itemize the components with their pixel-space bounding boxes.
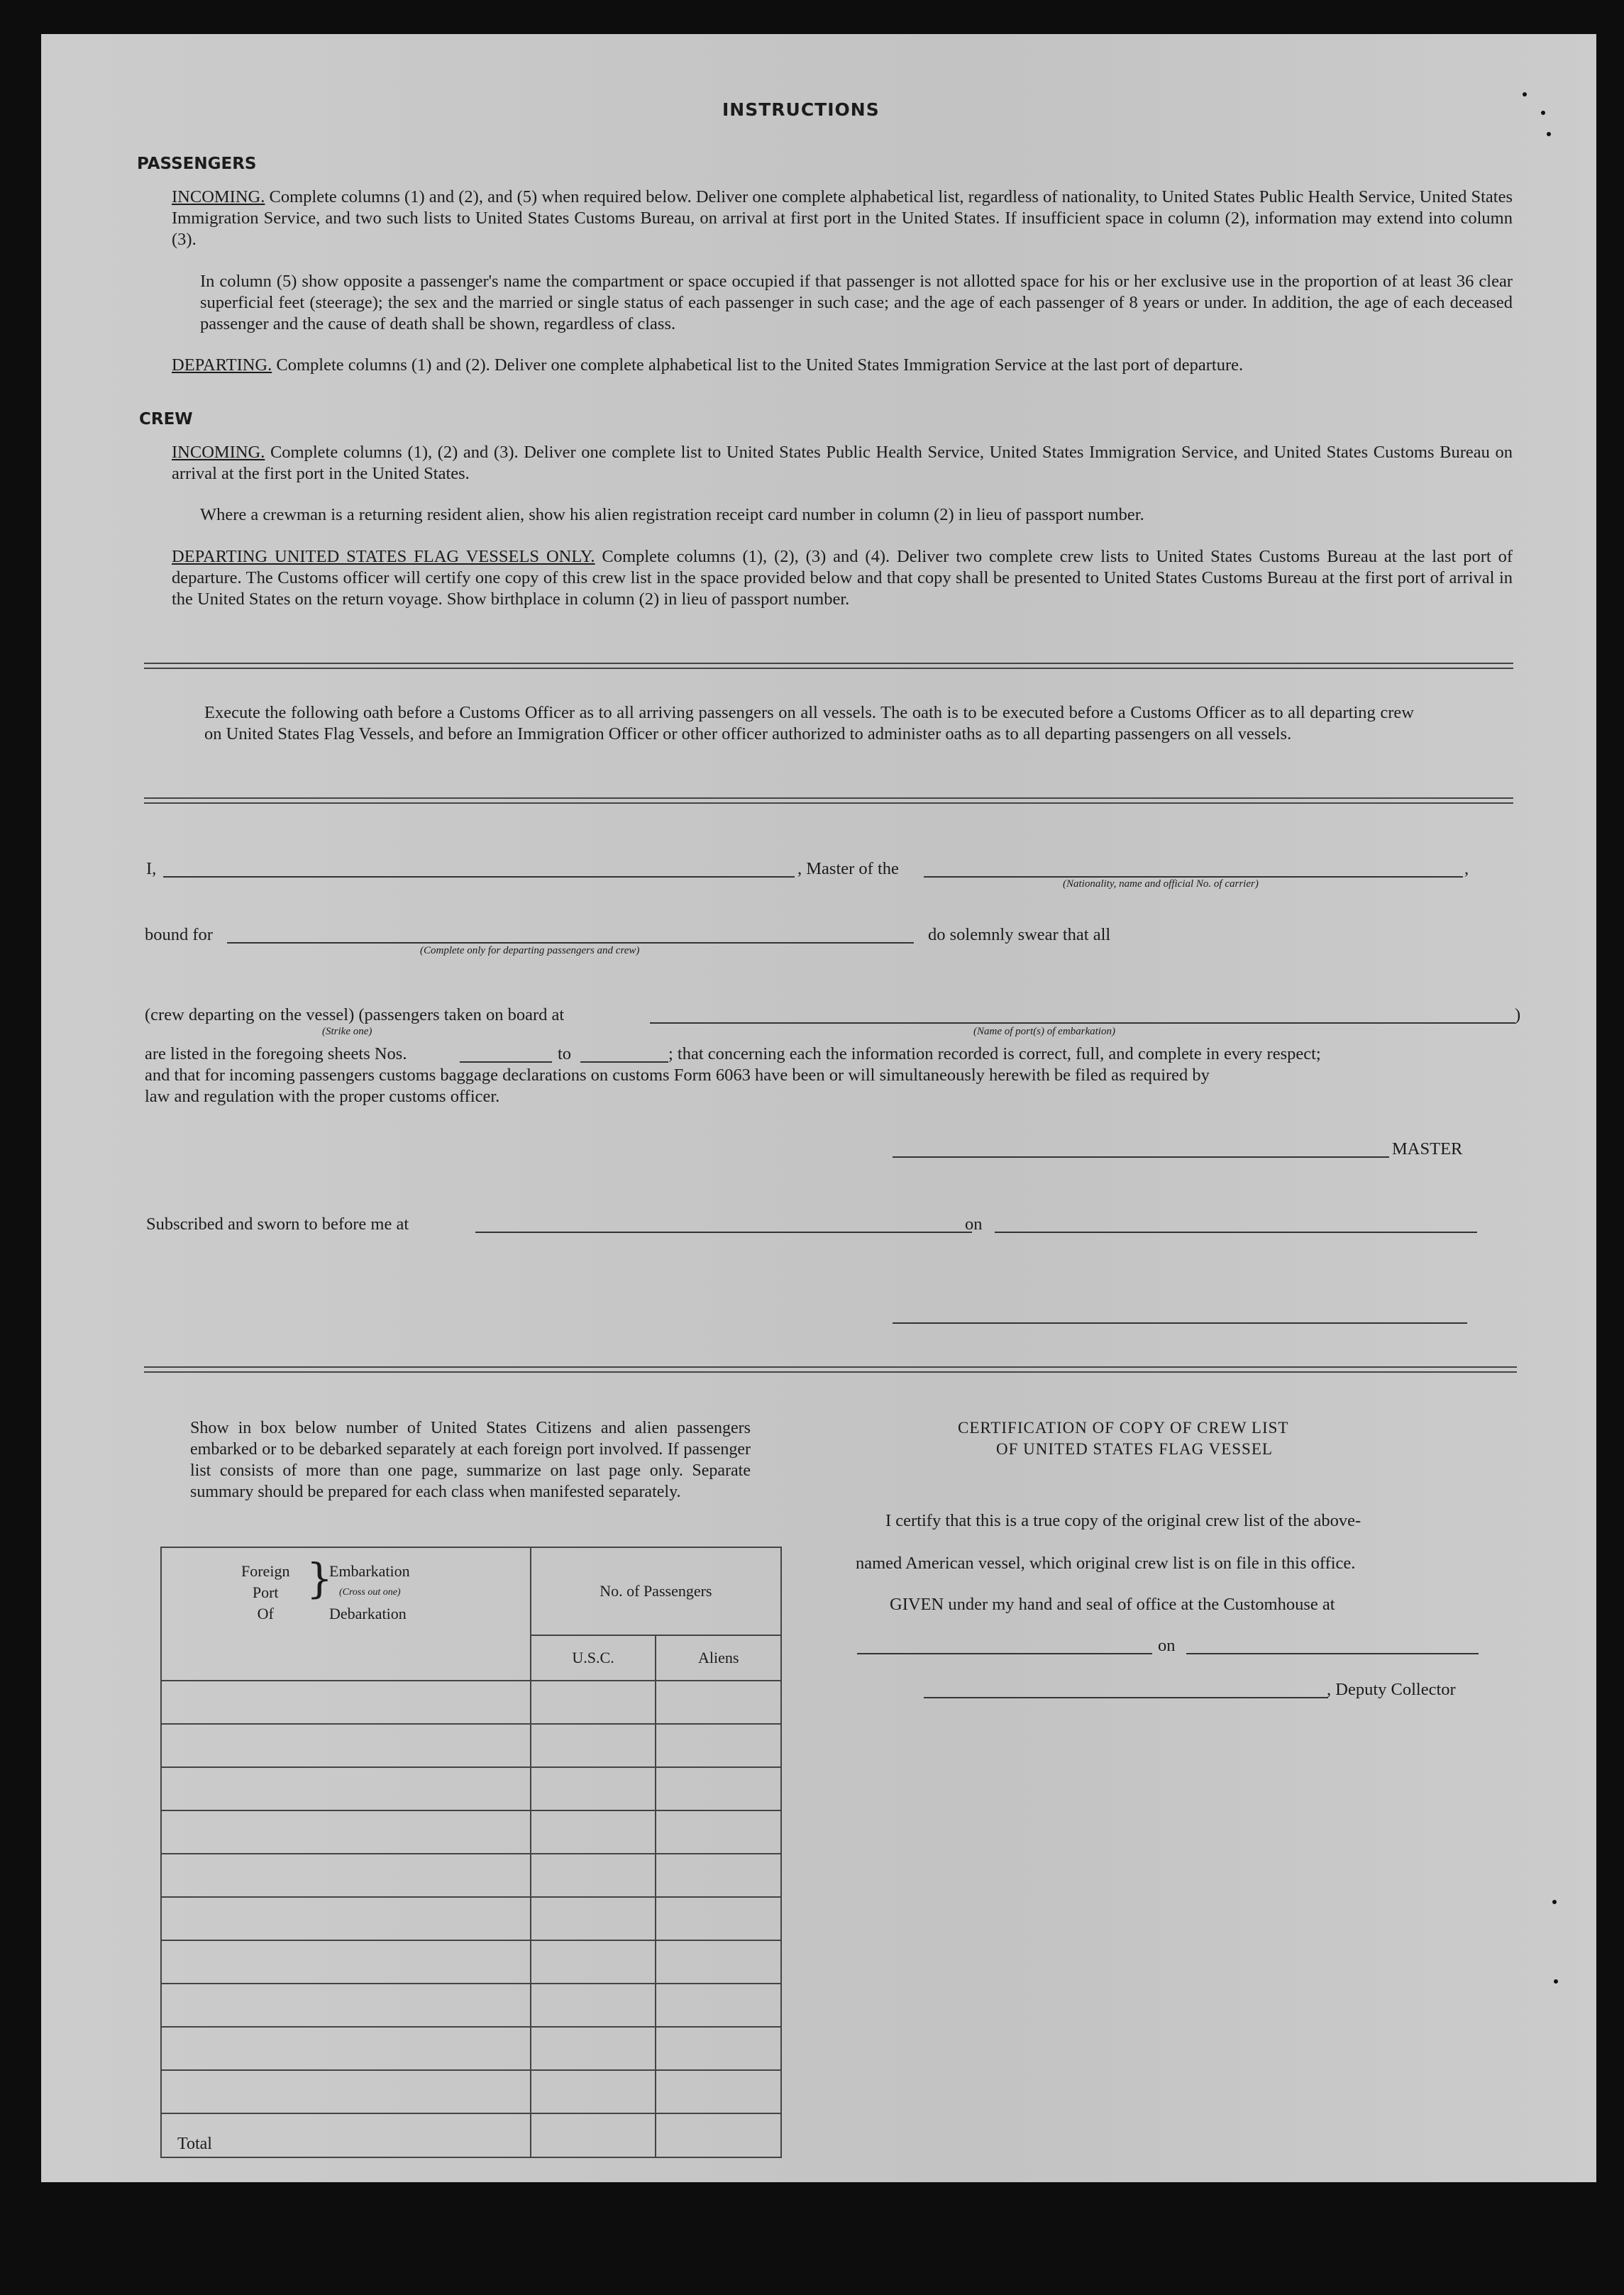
summary-instructions: Show in box below number of United States Citizens and alien passengers embarked or to be debarked separately at each foreign port involved. If passenger list consists of more than one page, summarize on last page only. Separate summary should be prepared for each class when manifested separately. <box>190 1419 751 1501</box>
subscribed-label: Subscribed and sworn to before me at <box>146 1215 409 1234</box>
bound-for-caption: (Complete only for departing passengers and crew) <box>420 945 640 956</box>
close-paren: ) <box>1515 1005 1521 1024</box>
port-cell[interactable] <box>161 1681 531 1724</box>
foreign-port-label <box>241 1561 289 1625</box>
usc-cell[interactable] <box>531 1897 656 1940</box>
deputy-signature-field[interactable] <box>924 1697 1328 1698</box>
certification-line-2: named American vessel, which original crew list is on file in this office. <box>856 1554 1356 1573</box>
port-cell[interactable] <box>161 1724 531 1767</box>
table-row <box>161 1810 781 1854</box>
usc-cell[interactable] <box>531 1984 656 2027</box>
port-cell[interactable] <box>161 2027 531 2070</box>
no-passengers-header: No. of Passengers <box>531 1547 781 1635</box>
usc-cell[interactable] <box>531 2027 656 2070</box>
table-row <box>161 1854 781 1897</box>
passengers-column5-paragraph: In column (5) show opposite a passenger's name the compartment or space occupied if that passenger is not allotted space for his or her exclusive use in the proportion of at least 36 clear superficial feet (steerage); the sex and the married or single status of each passenger in such case; and the age of each passenger of 8 years or under. In addition, the age of each deceased passenger and the cause of death shall be shown, regardless of class. <box>200 272 1513 333</box>
usc-cell[interactable] <box>531 1940 656 1984</box>
crew-resident-paragraph: Where a crewman is a returning resident alien, show his alien registration receipt card number in column (2) in lieu of passport number. <box>200 505 1144 524</box>
aliens-cell[interactable] <box>656 1940 781 1984</box>
carrier-caption: (Nationality, name and official No. of carrier) <box>1063 878 1259 890</box>
crew-incoming-label: INCOMING. <box>172 443 265 462</box>
master-name-field[interactable] <box>163 876 795 878</box>
section-divider <box>144 797 1513 804</box>
table-row <box>161 1681 781 1724</box>
bound-for-field[interactable] <box>227 942 914 944</box>
listed-rest-text: ; that concerning each the information recorded is correct, full, and complete in every respect; <box>668 1044 1321 1063</box>
crew-heading: CREW <box>139 410 193 428</box>
port-cell[interactable] <box>161 1767 531 1810</box>
comma-label: , <box>1464 859 1469 878</box>
aliens-cell[interactable] <box>656 1854 781 1897</box>
certification-line-1: I certify that this is a true copy of the original crew list of the above- <box>885 1511 1361 1530</box>
passengers-departing-label: DEPARTING. <box>172 355 272 375</box>
sworn-place-field[interactable] <box>475 1232 972 1233</box>
certification-title-2: OF UNITED STATES FLAG VESSEL <box>996 1440 1273 1458</box>
usc-cell[interactable] <box>531 2070 656 2113</box>
bound-for-label: bound for <box>145 925 213 944</box>
master-of-label: , Master of the <box>797 859 899 878</box>
usc-cell[interactable] <box>531 1681 656 1724</box>
passengers-incoming-paragraph <box>172 187 1513 250</box>
ports-caption: (Name of port(s) of embarkation) <box>973 1026 1115 1037</box>
passengers-departing-paragraph <box>172 355 1513 376</box>
passengers-incoming-text: Complete columns (1) and (2), and (5) when required below. Deliver one complete alphabetical list, regardless of nationality, to United States Public Health Service, United States Immigration Service, and two such lists to United States Customs Bureau, on arrival at first port in the United States. If insufficient space in column (2), information may extend into column (3). <box>172 187 1513 249</box>
table-row <box>161 2070 781 2113</box>
crew-departing-label: (crew departing on the vessel) (passengers taken on board at <box>145 1005 565 1024</box>
aliens-cell[interactable] <box>656 1984 781 2027</box>
oath-line-2: and that for incoming passengers customs baggage declarations on customs Form 6063 have been or will simultaneously herewith be filed as required by <box>145 1066 1210 1085</box>
scan-speck <box>1523 92 1527 96</box>
embark-debark-label <box>329 1561 410 1625</box>
port-cell[interactable] <box>161 2070 531 2113</box>
scan-speck <box>1554 1979 1558 1984</box>
crew-departing-label: DEPARTING UNITED STATES FLAG VESSELS ONLY. <box>172 547 595 566</box>
master-label: MASTER <box>1392 1139 1463 1158</box>
section-divider <box>144 663 1513 669</box>
certification-on-label: on <box>1158 1636 1176 1655</box>
table-row <box>161 1897 781 1940</box>
passengers-departing-text: Complete columns (1) and (2). Deliver one complete alphabetical list to the United States Immigration Service at the last port of departure. <box>276 355 1244 375</box>
certification-title-1: CERTIFICATION OF COPY OF CREW LIST <box>958 1419 1289 1437</box>
passenger-summary-table <box>160 1547 782 2158</box>
aliens-cell[interactable] <box>656 1724 781 1767</box>
foreign-port-header <box>161 1547 531 1681</box>
port-cell[interactable] <box>161 1897 531 1940</box>
listed-in-label: are listed in the foregoing sheets Nos. <box>145 1044 407 1063</box>
port-cell[interactable] <box>161 1940 531 1984</box>
table-row <box>161 1940 781 1984</box>
foreign-text: Foreign <box>241 1562 290 1580</box>
of-text: Of <box>257 1605 274 1622</box>
strike-one-caption: (Strike one) <box>322 1026 372 1037</box>
aliens-cell[interactable] <box>656 1897 781 1940</box>
page-title: INSTRUCTIONS <box>722 99 880 120</box>
crew-incoming-text: Complete columns (1), (2) and (3). Deliver one complete list to United States Public Health Service, United States Immigration Service, and United States Customs Bureau on arrival at the first port in the United States. <box>172 443 1513 483</box>
to-label: to <box>558 1044 572 1063</box>
sworn-on-label: on <box>965 1215 983 1234</box>
officer-signature-field[interactable] <box>893 1322 1467 1324</box>
master-signature-field[interactable] <box>893 1156 1389 1158</box>
oath-instructions: Execute the following oath before a Customs Officer as to all arriving passengers on all vessels. The oath is to be executed before a Customs Officer as to all departing crew on United States Flag Vessels, and before an Immigration Officer or other officer authorized to administer oaths as to all departing passengers on all vessels. <box>204 703 1414 743</box>
aliens-total-cell[interactable] <box>656 2113 781 2157</box>
deputy-collector-label: , Deputy Collector <box>1327 1680 1456 1699</box>
aliens-header: Aliens <box>656 1635 781 1681</box>
swear-label: do solemnly swear that all <box>928 925 1111 944</box>
sworn-date-field[interactable] <box>995 1232 1477 1233</box>
table-row <box>161 1984 781 2027</box>
port-cell[interactable] <box>161 1854 531 1897</box>
table-header-row <box>161 1547 781 1635</box>
crew-departing-text: Complete columns (1), (2), (3) and (4). Deliver two complete crew lists to United States Customs Bureau at the last port of departure. The Customs officer will certify one copy of this crew list in the space provided below and that copy shall be presented to United States Customs Bureau at the first port of arrival in the United States on the return voyage. Show birthplace in column (2) in lieu of passport number. <box>172 547 1513 609</box>
passengers-incoming-label: INCOMING. <box>172 187 265 206</box>
port-cell[interactable] <box>161 1984 531 2027</box>
aliens-cell[interactable] <box>656 1767 781 1810</box>
debarkation-text: Debarkation <box>329 1605 407 1622</box>
total-label: Total <box>161 2113 531 2157</box>
oath-line-3: law and regulation with the proper customs officer. <box>145 1087 500 1106</box>
customhouse-field[interactable] <box>857 1653 1152 1654</box>
document-sheet <box>41 34 1596 2182</box>
embarkation-text: Embarkation <box>329 1562 410 1580</box>
usc-cell[interactable] <box>531 1810 656 1854</box>
crew-incoming-paragraph <box>172 442 1513 485</box>
embarkation-ports-field[interactable] <box>650 1022 1515 1024</box>
section-divider <box>144 1366 1517 1373</box>
oath-i-label: I, <box>146 859 157 878</box>
table-total-row <box>161 2113 781 2157</box>
aliens-cell[interactable] <box>656 2070 781 2113</box>
table-row <box>161 1767 781 1810</box>
port-text: Port <box>252 1583 279 1601</box>
usc-cell[interactable] <box>531 1854 656 1897</box>
crew-departing-paragraph <box>172 546 1513 610</box>
passengers-heading: PASSENGERS <box>137 155 257 173</box>
table-row <box>161 1724 781 1767</box>
usc-total-cell[interactable] <box>531 2113 656 2157</box>
port-cell[interactable] <box>161 1810 531 1854</box>
cross-out-text: (Cross out one) <box>339 1587 401 1598</box>
certification-line-3: GIVEN under my hand and seal of office at the Customhouse at <box>890 1595 1335 1614</box>
scan-speck <box>1547 132 1551 136</box>
scan-speck <box>1541 111 1545 115</box>
scan-speck <box>1552 1900 1557 1904</box>
usc-header: U.S.C. <box>531 1635 656 1681</box>
aliens-cell[interactable] <box>656 1681 781 1724</box>
aliens-cell[interactable] <box>656 1810 781 1854</box>
sheet-from-field[interactable] <box>460 1061 552 1063</box>
sheet-to-field[interactable] <box>580 1061 668 1063</box>
usc-cell[interactable] <box>531 1724 656 1767</box>
certification-date-field[interactable] <box>1186 1653 1479 1654</box>
usc-cell[interactable] <box>531 1767 656 1810</box>
brace-icon: } <box>306 1554 333 1603</box>
table-row <box>161 2027 781 2070</box>
aliens-cell[interactable] <box>656 2027 781 2070</box>
carrier-field[interactable] <box>924 876 1463 878</box>
